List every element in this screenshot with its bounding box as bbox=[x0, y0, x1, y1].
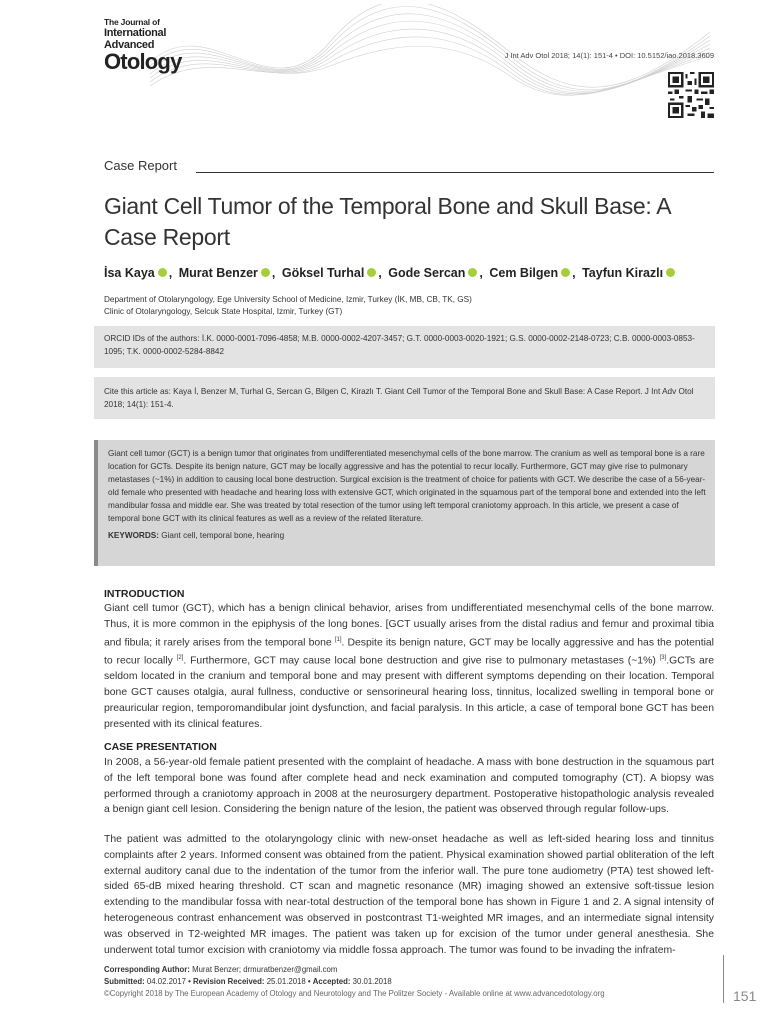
author-name: Göksel Turhal bbox=[281, 266, 365, 280]
author-name: İsa Kaya bbox=[104, 266, 155, 280]
logo-line-4: Otology bbox=[104, 48, 182, 74]
logo-line-2: International bbox=[104, 26, 167, 39]
case-paragraph-1: In 2008, a 56-year-old female patient presented with the complaint of headache. A mass with bone destruction in the squamous part of the left temporal bone was found after complete head and neck examination and computed tomography (CT). A biopsy was performed through a craniotomy approach in 2008 at the neurosurgery department. Postoperative histopathologic analysis revealed a benign giant cell lesion. Considering the benign nature of the lesion, the patient was observed through regular follow-ups. bbox=[104, 757, 714, 816]
logo-line-3: Advanced bbox=[104, 38, 155, 51]
keywords bbox=[108, 529, 707, 542]
article-footer bbox=[104, 964, 684, 1000]
corr-label: Corresponding Author: bbox=[104, 965, 190, 974]
accepted-value: 30.01.2018 bbox=[352, 977, 392, 986]
revision-label: Revision Received: bbox=[193, 977, 265, 986]
intro-text: . Furthermore, GCT may cause local bone destruction and give rise to pulmonary metastases (~1%) bbox=[183, 655, 660, 667]
author-list: İsa Kaya , Murat Benzer , Göksel Turhal , Gode Sercan , Cem Bilgen , Tayfun Kirazlı bbox=[104, 266, 724, 280]
section-divider bbox=[196, 172, 714, 173]
article-title: Giant Cell Tumor of the Temporal Bone and Skull Base: A Case Report bbox=[104, 193, 671, 250]
case-paragraph-2: The patient was admitted to the otolaryngology clinic with new-onset headache as well as left-sided hearing loss and tinnitus complaints after 2 years. Informed consent was obtained from the patient. Physical examination showed partial obliteration of the left external auditory canal due to the indentation of the tumor from the inferior wall. The pure tone audiometry (PTA) test showed left-sided 65-dB mixed hearing threshold. CT scan and magnetic resonance (MR) imaging showed an extensive soft-tissue lesion extending to the mandibular fossa with near-total destruction of the temporal bone has shown in Figure 1 and 2. A signal intensity of heterogeneous contrast enhancement was observed in postcontrast T1-weighted MR images, and an intermediate signal intensity was observed in T2-weighted MR images. The patient was taken up for excision of the tumor under general anesthesia. She underwent total tumor excision with craniotomy via middle fossa approach. The tumor was found to be invading the infratem- bbox=[104, 834, 714, 956]
author-name: Gode Sercan bbox=[388, 266, 466, 280]
orcid-icon[interactable] bbox=[561, 268, 570, 277]
case-heading: CASE PRESENTATION bbox=[104, 741, 217, 753]
reference-link[interactable]: [3] bbox=[659, 654, 667, 661]
intro-text: Giant cell tumor (GCT), which has a benign clinical behavior, arises from undifferentiated mesenchymal cells of the bone marrow. Thus, it is more common in the epiphysis of the long bones. [GCT usually arises from the distal radius and femur and proximal tibia and fibula; it rarely arises from the temporal bone bbox=[104, 603, 714, 649]
intro-text: .GCTs are seldom located in the cranium and temporal bone and may present with different symptoms depending on their location. Temporal bone GCT causes otalgia, aural fullness, conductive or sensorineural hearing loss, tinnitus, localized swelling in temporal bone or preauricular region, temporomandibular joint dysfunction, and facial paralysis. In this article, a case of temporal bone GCT has been presented with its clinical features. bbox=[104, 655, 714, 730]
submitted-label: Submitted: bbox=[104, 977, 145, 986]
intro-paragraph bbox=[104, 601, 714, 732]
qr-code-icon[interactable] bbox=[668, 72, 714, 118]
corresponding-author bbox=[104, 964, 684, 976]
cite-box: Cite this article as: Kaya İ, Benzer M, Turhal G, Sercan G, Bilgen C, Kirazlı T. Giant Cell Tumor of the Temporal Bone and Skull Base: A Case Report. J Int Adv Otol 2018; 14(1): 151-4. bbox=[94, 377, 715, 419]
author-name: Tayfun Kirazlı bbox=[582, 266, 664, 280]
orcid-icon[interactable] bbox=[666, 268, 675, 277]
page-number: 151 bbox=[733, 988, 757, 1004]
author-name: Murat Benzer bbox=[178, 266, 258, 280]
journal-citation: J Int Adv Otol 2018; 14(1): 151-4 • DOI: 10.5152/iao.2018.3609 bbox=[504, 51, 714, 60]
reference-link[interactable]: [2] bbox=[176, 654, 184, 661]
reference-link[interactable]: [1] bbox=[334, 636, 342, 643]
orcid-icon[interactable] bbox=[261, 268, 270, 277]
logo-line-1: The Journal of bbox=[104, 17, 160, 27]
page-number-divider bbox=[723, 955, 724, 1003]
journal-logo bbox=[104, 18, 182, 73]
keywords-label: KEYWORDS: bbox=[108, 531, 159, 540]
intro-text: . Despite its benign nature, GCT may be locally aggressive and has the potential to recur locally bbox=[104, 637, 714, 667]
affiliation-line: Clinic of Otolaryngology, Selcuk State Hospital, Izmir, Turkey (GT) bbox=[104, 307, 343, 316]
abstract-box bbox=[94, 440, 715, 566]
affiliations bbox=[104, 294, 724, 318]
orcid-box: ORCID IDs of the authors: İ.K. 0000-0001-7096-4858; M.B. 0000-0002-4207-3457; G.T. 0000-0003-0020-1921; G.S. 0000-0002-2148-0723; C.B. 0000-0003-0853-1095; T.K. 0000-0002-5284-8842 bbox=[94, 326, 715, 368]
author-name: Cem Bilgen bbox=[489, 266, 559, 280]
dates-line: Submitted: 04.02.2017 • Revision Received: 25.01.2018 • Accepted: 30.01.2018 bbox=[104, 977, 392, 986]
copyright: ©Copyright 2018 by The European Academy of Otology and Neurotology and The Politzer Society - Available online at www.advancedotology.org bbox=[104, 989, 605, 998]
abstract-text: Giant cell tumor (GCT) is a benign tumor that originates from undifferentiated mesenchymal cells of the bone marrow. The cranium as well as temporal bone is a rare location for GCTs. Despite its benign nature, GCT may be locally aggressive and has the potential to recur locally. Furthermore, GCT may give rise to pulmonary metastases (~1%) in addition to causing local bone destruction. Surgical excision is the treatment of choice for patients with GCT. We describe the case of a 56-year-old female who presented with headache and hearing loss with extensive GCT, which originated in the squamous part of the temporal bone and extended into the left mandibular fossa and middle ear. She was treated by total resection of the tumor using left temporal craniotomy approach. In this article, we present a case of temporal bone GCT with its clinical features as well as a review of the related literature. bbox=[108, 449, 706, 523]
affiliation-line: Department of Otolaryngology, Ege University School of Medicine, Izmir, Turkey (İK, MB, CB, TK, GS) bbox=[104, 295, 472, 304]
orcid-icon[interactable] bbox=[158, 268, 167, 277]
orcid-icon[interactable] bbox=[367, 268, 376, 277]
section-label: Case Report bbox=[104, 158, 177, 173]
orcid-icon[interactable] bbox=[468, 268, 477, 277]
corr-value[interactable]: Murat Benzer; drmuratbenzer@gmail.com bbox=[192, 965, 338, 974]
submitted-value: 04.02.2017 bbox=[146, 977, 186, 986]
keywords-value: Giant cell, temporal bone, hearing bbox=[161, 531, 285, 540]
accepted-label: Accepted: bbox=[312, 977, 351, 986]
revision-value: 25.01.2018 bbox=[266, 977, 306, 986]
intro-heading: INTRODUCTION bbox=[104, 588, 185, 600]
